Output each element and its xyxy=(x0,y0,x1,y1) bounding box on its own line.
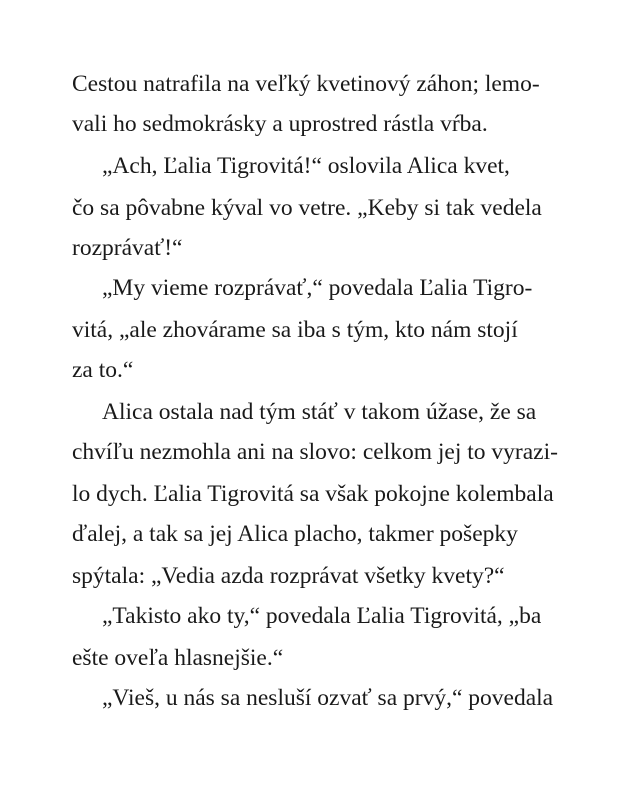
text-line: za to.“ xyxy=(72,357,134,383)
paragraph-start-line: „Takisto ako ty,“ povedala Ľalia Tigrovitá, „ba xyxy=(102,603,542,629)
paragraph-start-line: „Ach, Ľalia Tigrovitá!“ oslovila Alica kvet, xyxy=(102,153,510,179)
paragraph-start-line: „My vieme rozprávať,“ povedala Ľalia Tigro- xyxy=(102,275,533,301)
text-line: ešte oveľa hlasnejšie.“ xyxy=(72,645,284,671)
text-line: spýtala: „Vedia azda rozprávat všetky kvety?“ xyxy=(72,563,505,589)
text-line: vali ho sedmokrásky a uprostred rástla vŕba. xyxy=(72,111,488,137)
text-line: rozprávať!“ xyxy=(72,235,183,261)
paragraph-start-line: Alica ostala nad tým stáť v takom úžase, že sa xyxy=(102,399,537,425)
text-line: ďalej, a tak sa jej Alica placho, takmer pošepky xyxy=(72,521,518,547)
text-line: chvíľu nezmohla ani na slovo: celkom jej to vyrazi- xyxy=(72,439,558,465)
text-line: čo sa pôvabne kýval vo vetre. „Keby si tak vedela xyxy=(72,195,542,221)
text-line: lo dych. Ľalia Tigrovitá sa však pokojne kolembala xyxy=(72,481,554,507)
paragraph-start-line: „Vieš, u nás sa nesluší ozvať sa prvý,“ povedala xyxy=(102,685,554,711)
text-line: Cestou natrafila na veľký kvetinový záhon; lemo- xyxy=(72,71,540,97)
text-line: vitá, „ale zhovárame sa iba s tým, kto nám stojí xyxy=(72,317,518,343)
